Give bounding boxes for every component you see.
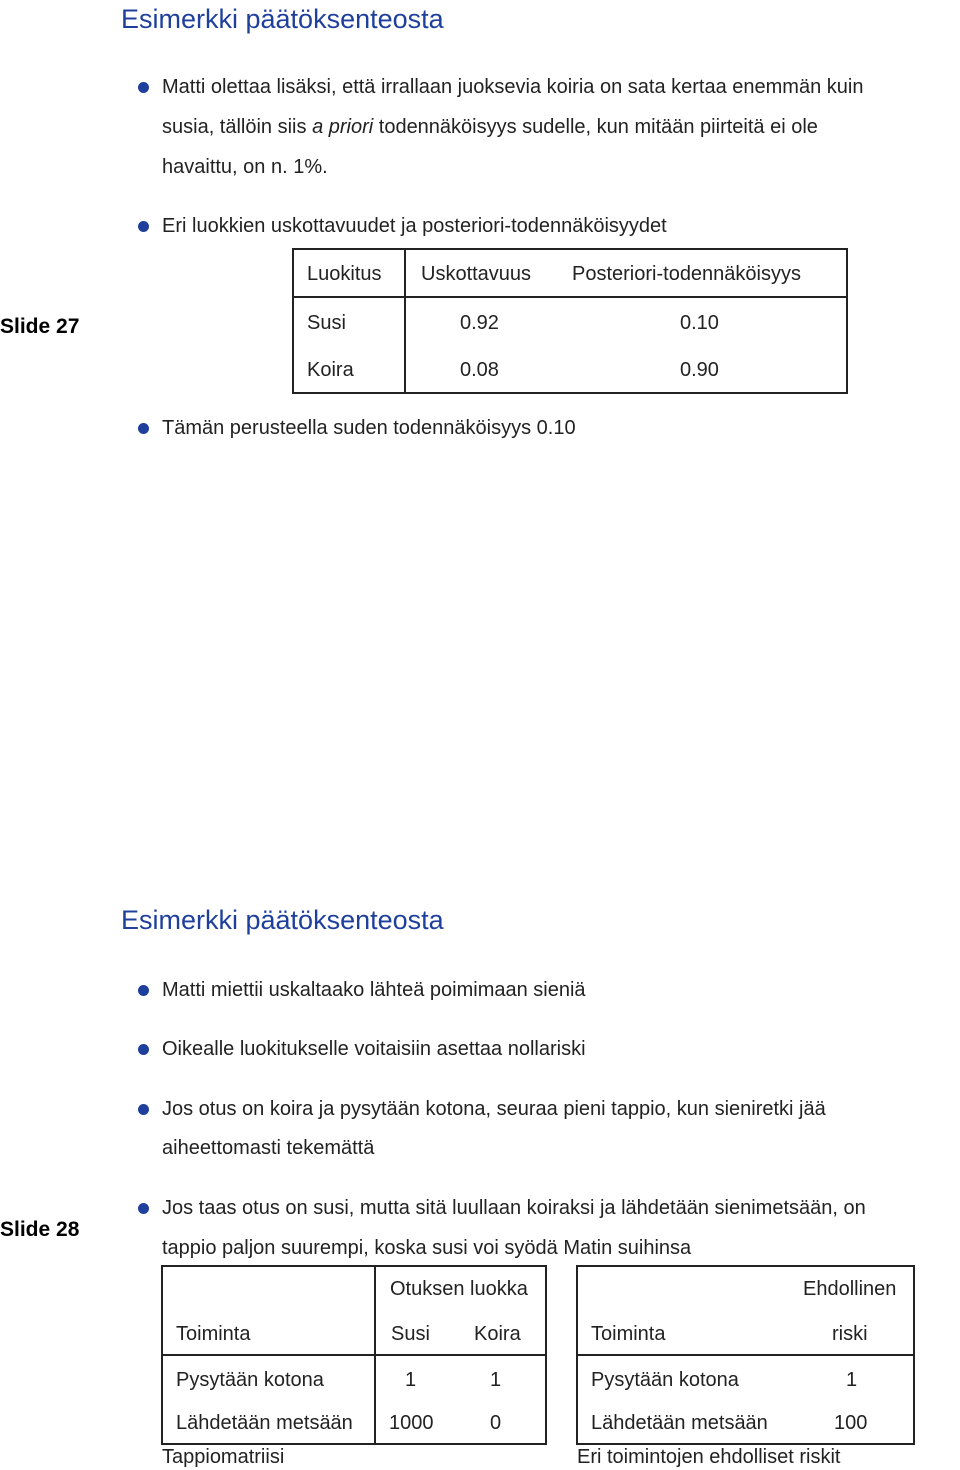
table-header: Toiminta [591, 1323, 666, 1345]
table-header: Toiminta [176, 1323, 251, 1345]
table-cell: 1000 [389, 1412, 434, 1434]
bullet-dot [138, 1044, 149, 1055]
table-cell: 1 [846, 1369, 858, 1391]
bullet-text: Matti miettii uskaltaako lähteä poimimaan sieniä [162, 979, 586, 1001]
table-cell: Lähdetään metsään [176, 1412, 353, 1434]
table-cell: Koira [307, 359, 354, 381]
table-group-header: Otuksen luokka [390, 1278, 528, 1300]
table-header: riski [832, 1323, 868, 1345]
bullet-text: Jos otus on koira ja pysytään kotona, seuraa pieni tappio, kun sieniretki jää [162, 1098, 826, 1120]
risk-table-caption: Eri toimintojen ehdolliset riskit [577, 1446, 841, 1468]
bullet-text: Oikealle luokitukselle voitaisiin asettaa nollariski [162, 1038, 586, 1060]
bullet-dot [138, 221, 149, 232]
table-header: Uskottavuus [421, 263, 532, 285]
table-cell: 100 [834, 1412, 868, 1434]
bullet-text-continued: susia, tällöin siis a priori todennäköisyys sudelle, kun mitään piirteitä ei ole [162, 116, 818, 138]
slide28-title: Esimerkki päätöksenteosta [121, 905, 444, 935]
bullet-dot [138, 1203, 149, 1214]
bullet-text: Matti olettaa lisäksi, että irrallaan juoksevia koiria on sata kertaa enemmän kuin [162, 76, 864, 98]
table-cell: 0.90 [680, 359, 719, 381]
table-cell: Lähdetään metsään [591, 1412, 768, 1434]
bullet-text-continued: tappio paljon suurempi, koska susi voi syödä Matin suihinsa [162, 1237, 692, 1259]
bullet-dot [138, 82, 149, 93]
table-header: Koira [474, 1323, 521, 1345]
bullet-dot [138, 985, 149, 996]
table-cell: 1 [490, 1369, 502, 1391]
table-header: Luokitus [307, 263, 382, 285]
bullet-dot [138, 423, 149, 434]
table-cell: Pysytään kotona [176, 1369, 324, 1391]
table-cell: 0.08 [460, 359, 499, 381]
bullet-text: Tämän perusteella suden todennäköisyys 0.10 [162, 417, 576, 439]
bullet-dot [138, 1104, 149, 1115]
table-cell: Pysytään kotona [591, 1369, 739, 1391]
bullet-text-continued: havaittu, on n. 1%. [162, 156, 328, 178]
bullet-text-continued: aiheettomasti tekemättä [162, 1137, 375, 1159]
table-cell: 0 [490, 1412, 502, 1434]
bullet-text: Jos taas otus on susi, mutta sitä luullaan koiraksi ja lähdetään sienimetsään, on [162, 1197, 866, 1219]
slide27-title: Esimerkki päätöksenteosta [121, 4, 444, 34]
bullet-text: Eri luokkien uskottavuudet ja posteriori-todennäköisyydet [162, 215, 667, 237]
slide27-label: Slide 27 [0, 315, 80, 338]
table-cell: 0.92 [460, 312, 499, 334]
table-header: Susi [391, 1323, 430, 1345]
table-header: Posteriori-todennäköisyys [572, 263, 801, 285]
table-cell: Susi [307, 312, 346, 334]
loss-matrix-caption: Tappiomatriisi [162, 1446, 285, 1468]
a-priori-emphasis: a priori [312, 116, 374, 138]
slide28-label: Slide 28 [0, 1218, 80, 1241]
table-cell: 0.10 [680, 312, 719, 334]
table-header: Ehdollinen [803, 1278, 897, 1300]
table-cell: 1 [405, 1369, 417, 1391]
